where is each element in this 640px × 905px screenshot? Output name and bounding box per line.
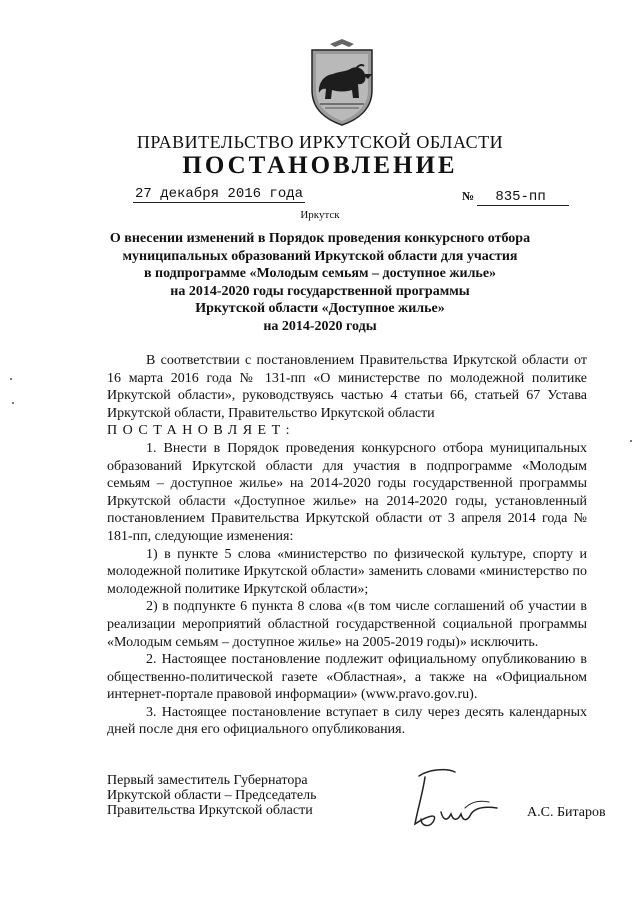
coat-of-arms-icon	[302, 38, 382, 126]
preamble-paragraph: В соответствии с постановлением Правительства Иркутской области от 16 марта 2016 года № 131-пп «О министерстве по молодежной политике Иркутской области», руководствуясь частью 4 статьи 66, статьей 67 Устава Иркутской области, Правительство Иркутской области	[107, 353, 587, 421]
signatory-position-line: Иркутской области – Председатель	[107, 788, 317, 803]
signatory-position	[107, 773, 316, 818]
title-line: Иркутской области «Доступное жилье»	[195, 301, 445, 316]
scan-speck	[10, 378, 12, 380]
title-line: в подпрограмме «Молодым семьям – доступное жилье»	[143, 266, 497, 281]
title-line: на 2014-2020 годы государственной программы	[170, 283, 470, 299]
title-line: муниципальных образований Иркутской области для участия	[122, 248, 518, 264]
scan-speck	[630, 440, 632, 442]
resolves-heading: ПОСТАНОВЛЯЕТ:	[107, 423, 296, 439]
number-sign: №	[462, 189, 475, 203]
document-title	[0, 230, 640, 335]
item-1-2-paragraph: 2) в подпункте 6 пункта 8 слова «(в том числе соглашений об участии в реализации мероприятий областной государственной социальной программы «Молодым семьям – доступное жилье» на 2005-2019 годы)» исключить.	[107, 599, 587, 650]
document-number	[462, 188, 569, 206]
document-city: Иркутск	[300, 209, 340, 221]
item-2-paragraph: 2. Настоящее постановление подлежит официальному опубликованию в общественно-политической газете «Областная», а также на «Официальном интернет-портале правовой информации» (www.pravo.gov.ru).	[107, 652, 587, 703]
handwritten-signature-icon	[405, 764, 510, 834]
number-value: 835-пп	[477, 190, 569, 206]
item-1-1-paragraph: 1) в пункте 5 слова «министерство по физической культуре, спорту и молодежной политике Иркутской области» заменить словами «министерство по молодежной политике Иркутской области»;	[107, 546, 587, 597]
item-3-paragraph: 3. Настоящее постановление вступает в силу через десять календарных дней после дня его официального опубликования.	[107, 704, 587, 738]
scan-speck	[12, 402, 14, 404]
signatory-name: А.С. Битаров	[527, 805, 606, 820]
document-date	[133, 186, 305, 203]
document-type: ПОСТАНОВЛЕНИЕ	[182, 152, 458, 179]
government-name: ПРАВИТЕЛЬСТВО ИРКУТСКОЙ ОБЛАСТИ	[136, 132, 504, 152]
title-line: на 2014-2020 годы	[263, 318, 377, 334]
item-1-paragraph: 1. Внести в Порядок проведения конкурсного отбора муниципальных образований Иркутской области для участия в подпрограмме «Молодым семьям – доступное жилье» на 2014-2020 годы государственной программы Иркутской области «Доступное жилье» на 2014-2020 годы, установленный постановлением Правительства Иркутской области от 3 апреля 2014 года № 181-пп, следующие изменения:	[107, 440, 587, 544]
title-line: О внесении изменений в Порядок проведения конкурсного отбора	[109, 231, 531, 246]
document-body	[107, 352, 587, 739]
date-value: 27 декабря 2016 года	[135, 186, 304, 202]
signatory-position-line: Правительства Иркутской области	[107, 803, 313, 818]
signatory-position-line: Первый заместитель Губернатора	[107, 773, 308, 788]
